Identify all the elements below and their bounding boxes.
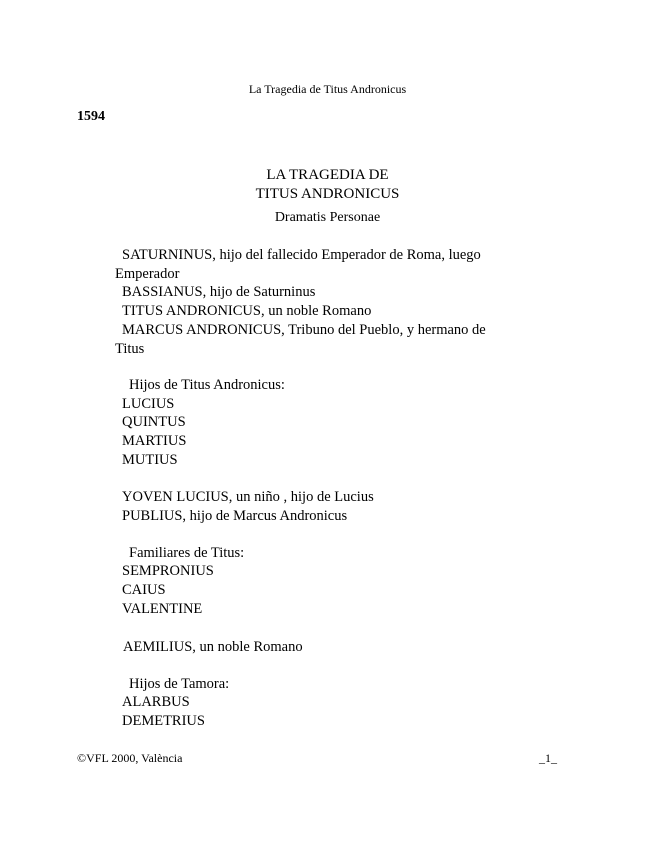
character-demetrius: DEMETRIUS — [122, 713, 205, 729]
character-young-lucius: YOVEN LUCIUS, un niño , hijo de Lucius — [122, 489, 374, 505]
running-header: La Tragedia de Titus Andronicus — [248, 82, 407, 96]
play-title-line-1: LA TRAGEDIA DE — [266, 167, 389, 183]
dramatis-personae-heading: Dramatis Personae — [274, 210, 381, 225]
character-sempronius: SEMPRONIUS — [122, 563, 214, 579]
character-valentine: VALENTINE — [122, 601, 203, 617]
play-title-line-2: TITUS ANDRONICUS — [255, 186, 400, 202]
character-saturninus: SATURNINUS, hijo del fallecido Emperador de Roma, luego — [122, 247, 481, 263]
character-saturninus-continued: Emperador — [115, 266, 180, 282]
character-marcus-continued: Titus — [115, 341, 145, 357]
character-caius: CAIUS — [122, 582, 166, 598]
footer-copyright: ©VFL 2000, València — [77, 751, 183, 765]
character-marcus: MARCUS ANDRONICUS, Tribuno del Pueblo, y hermano de — [122, 322, 486, 338]
character-alarbus: ALARBUS — [122, 694, 190, 710]
character-bassianus: BASSIANUS, hijo de Saturninus — [122, 284, 316, 300]
character-publius: PUBLIUS, hijo de Marcus Andronicus — [122, 508, 348, 524]
sons-of-tamora-heading: Hijos de Tamora: — [129, 676, 230, 692]
sons-of-titus-heading: Hijos de Titus Andronicus: — [129, 377, 285, 393]
character-titus: TITUS ANDRONICUS, un noble Romano — [122, 303, 372, 319]
kinsmen-of-titus-heading: Familiares de Titus: — [129, 545, 245, 561]
character-quintus: QUINTUS — [122, 414, 186, 430]
character-lucius: LUCIUS — [122, 396, 175, 412]
character-martius: MARTIUS — [122, 433, 187, 449]
character-aemilius: AEMILIUS, un noble Romano — [123, 639, 303, 655]
character-mutius: MUTIUS — [122, 452, 178, 468]
year-label: 1594 — [77, 109, 105, 124]
page-number: _1_ — [539, 751, 557, 765]
